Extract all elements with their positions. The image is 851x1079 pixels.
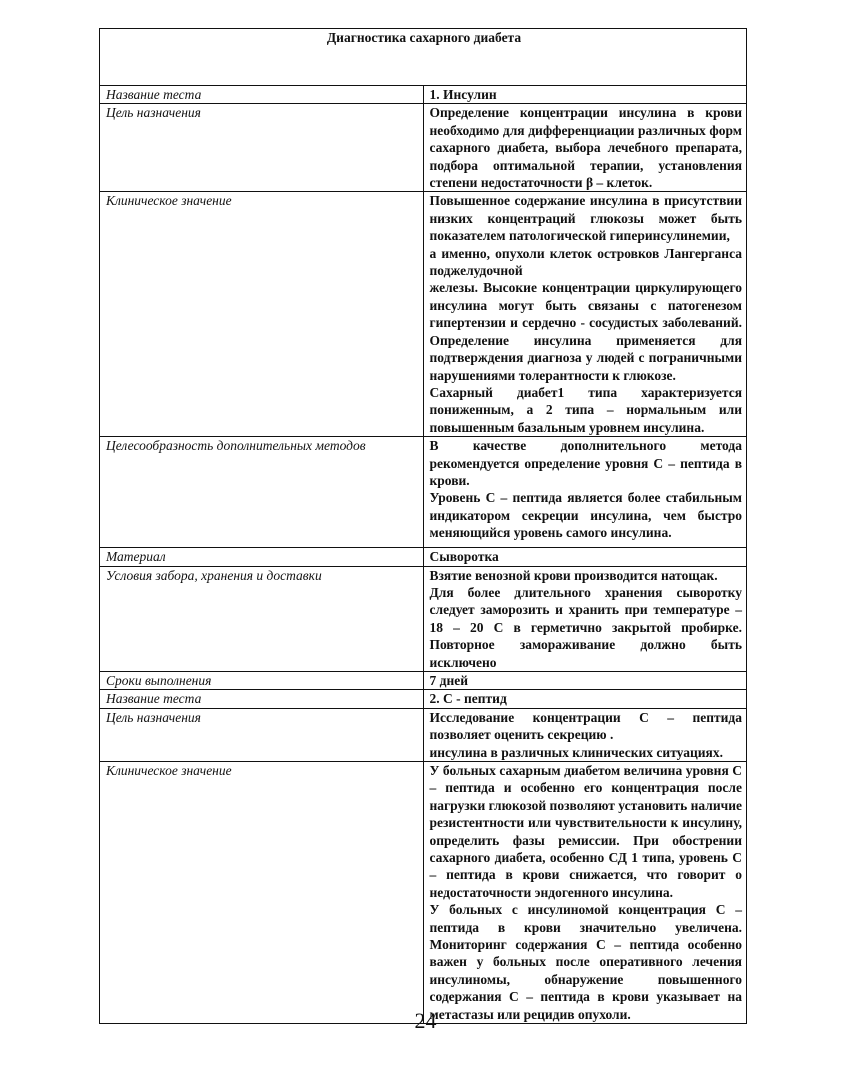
test-name-value [423, 690, 747, 708]
row-value [423, 548, 747, 566]
row-label: Материал [100, 548, 424, 566]
test-name-row [100, 86, 747, 104]
row-value [423, 708, 747, 761]
value-paragraph: железы. Высокие концентрации циркулирующего инсулина могут быть связаны с патогенезом гипертензии и сердечно - сосудистых заболеваний. Определение инсулина применяется для подтверждения диагноза у людей с пограничными нарушениями толерантности к глюкозе. [429, 280, 742, 383]
title-row [100, 29, 747, 86]
row-label: Целесообразность дополнительных методов [100, 437, 424, 548]
value-paragraph: инсулина в различных клинических ситуациях. [429, 744, 723, 760]
table-row [100, 104, 747, 192]
row-label: Сроки выполнения [100, 671, 424, 689]
diagnostics-table [99, 28, 747, 1024]
value-paragraph: Исследование концентрации С – пептида позволяет оценить секрецию . [429, 709, 742, 743]
value-paragraph: Сыворотка [429, 549, 499, 565]
value-paragraph: а именно, опухоли клеток островков Лангерганса поджелудочной [429, 245, 742, 279]
row-label: Условия забора, хранения и доставки [100, 566, 424, 671]
value-paragraph: Для более длительного хранения сыворотку следует заморозить и хранить при температуре – 18 – 20 С в герметично закрытой пробирке. Повторное замораживание должно быть исключено [429, 584, 742, 670]
value-paragraph: 1. Инсулин [429, 87, 497, 102]
row-label: Клиническое значение [100, 192, 424, 437]
row-value [423, 566, 747, 671]
table-row [100, 566, 747, 671]
table-row [100, 762, 747, 1024]
value-paragraph: Уровень С – пептида является более стабильным индикатором секреции инсулина, чем быстро меняющийся уровень самого инсулина. [429, 490, 742, 541]
page-number: 24 [414, 1008, 437, 1033]
row-label: Название теста [100, 690, 424, 708]
value-paragraph: В качестве дополнительного метода рекомендуется определение уровня С – пептида в крови. [429, 438, 742, 488]
value-paragraph: Повышенное содержание инсулина в присутствии низких концентраций глюкозы может быть показателем патологической гиперинсулинемии, [429, 193, 742, 244]
row-value [423, 104, 747, 192]
table-row [100, 192, 747, 437]
row-label: Цель назначения [100, 104, 424, 192]
value-paragraph: У больных сахарным диабетом величина уровня С – пептида и особенно его концентрация после нагрузки глюкозой позволяют установить наличие резистентности или чувствительности к инсулину, определить фазы ремиссии. При обострении сахарного диабета, особенно СД 1 типа, уровень С – пептида в крови снижается, что говорит о недостаточности эндогенного инсулина. [429, 763, 742, 900]
table-row [100, 548, 747, 566]
value-paragraph: У больных с инсулиномой концентрация С – пептида в крови значительно увеличена. Мониторинг содержания С – пептида особенно важен у больных после оперативного лечения инсулиномы, обнаружение повышенного содержания С – пептида в крови указывает на метастазы или рецидив опухоли. [429, 902, 742, 1022]
row-label: Клиническое значение [100, 762, 424, 1024]
value-paragraph: Сахарный диабет1 типа характеризуется пониженным, а 2 типа – нормальным или повышенным базальным уровнем инсулина. [429, 384, 742, 435]
row-value [423, 192, 747, 437]
value-paragraph: Определение концентрации инсулина в крови необходимо для дифференциации различных форм сахарного диабета, выбора лечебного препарата, подбора оптимальной терапии, установления степени недостаточности β – клеток. [429, 105, 742, 191]
value-paragraph: 7 дней [429, 672, 469, 688]
value-paragraph: 2. С - пептид [429, 691, 507, 707]
row-value [423, 671, 747, 689]
table-row [100, 437, 747, 548]
table-row [100, 671, 747, 689]
value-paragraph: Взятие венозной крови производится натощак. [429, 567, 718, 583]
row-value [423, 762, 747, 1024]
row-label: Название теста [100, 86, 424, 104]
row-value [423, 437, 747, 548]
table-title: Диагностика сахарного диабета [100, 29, 747, 86]
table-body [100, 29, 747, 1024]
table-row [100, 708, 747, 761]
test-name-row [100, 690, 747, 708]
test-name-value [423, 86, 747, 104]
row-label: Цель назначения [100, 708, 424, 761]
